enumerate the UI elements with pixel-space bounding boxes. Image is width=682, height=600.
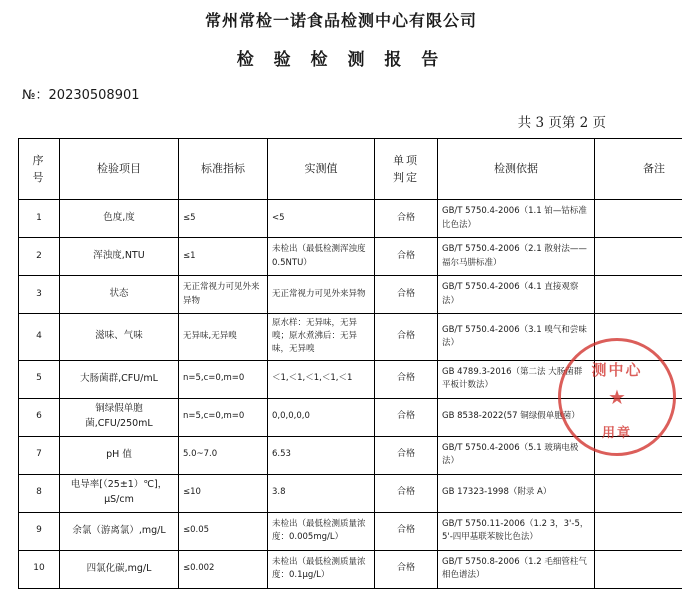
cell-verdict: 合格	[375, 200, 438, 238]
cell-index: 3	[19, 276, 60, 314]
cell-remark	[595, 200, 682, 238]
cell-measured: 未检出（最低检测质量浓度：0.1μg/L）	[268, 550, 375, 588]
cell-measured: 6.53	[268, 436, 375, 474]
cell-measured: ＜1,＜1,＜1,＜1,＜1	[268, 360, 375, 398]
cell-verdict: 合格	[375, 238, 438, 276]
cell-standard: ≤0.002	[179, 550, 268, 588]
cell-remark	[595, 398, 682, 436]
column-header-item: 检验项目	[60, 139, 179, 200]
cell-item: 铜绿假单胞菌,CFU/250mL	[60, 398, 179, 436]
column-header-remark: 备注	[595, 139, 682, 200]
table-row	[19, 360, 682, 398]
cell-basis: GB/T 5750.4-2006（1.1 铂—钴标准比色法）	[438, 200, 595, 238]
cell-basis: GB/T 5750.8-2006（1.2 毛细管柱气相色谱法）	[438, 550, 595, 588]
seal-text-line2: 用章	[601, 426, 632, 441]
cell-measured: 原水样：无异味，无异嗅；原水煮沸后：无异味，无异嗅	[268, 314, 375, 361]
cell-basis: GB/T 5750.4-2006（3.1 嗅气和尝味法）	[438, 314, 595, 361]
cell-item: 大肠菌群,CFU/mL	[60, 360, 179, 398]
column-header-standard: 标准指标	[179, 139, 268, 200]
cell-item: 状态	[60, 276, 179, 314]
cell-verdict: 合格	[375, 276, 438, 314]
cell-standard: n=5,c=0,m=0	[179, 360, 268, 398]
inspection-results-table	[18, 138, 682, 589]
cell-remark	[595, 474, 682, 512]
cell-remark	[595, 512, 682, 550]
cell-measured: <5	[268, 200, 375, 238]
cell-item: 色度,度	[60, 200, 179, 238]
seal-star-icon: ★	[608, 387, 626, 409]
table-row	[19, 436, 682, 474]
cell-verdict: 合格	[375, 360, 438, 398]
cell-standard: n=5,c=0,m=0	[179, 398, 268, 436]
cell-item: 电导率[（25±1）℃]，μS/cm	[60, 474, 179, 512]
table-row	[19, 398, 682, 436]
column-header-index	[19, 139, 60, 200]
cell-remark	[595, 276, 682, 314]
column-header-index-line2: 号	[32, 171, 46, 184]
company-name: 常州常检一诺食品检测中心有限公司	[204, 11, 477, 30]
cell-item: 滋味、气味	[60, 314, 179, 361]
cell-index: 1	[19, 200, 60, 238]
table-row	[19, 512, 682, 550]
cell-measured: 未检出（最低检测质量浓度：0.005mg/L）	[268, 512, 375, 550]
cell-index: 2	[19, 238, 60, 276]
cell-remark	[595, 436, 682, 474]
cell-index: 8	[19, 474, 60, 512]
table-row	[19, 314, 682, 361]
table-header-row	[19, 139, 682, 200]
cell-measured: 无正常视力可见外来异物	[268, 276, 375, 314]
table-row	[19, 238, 682, 276]
cell-standard: 无异味,无异嗅	[179, 314, 268, 361]
table-row	[19, 550, 682, 588]
cell-verdict: 合格	[375, 314, 438, 361]
cell-item: 浑浊度,NTU	[60, 238, 179, 276]
cell-standard: ≤1	[179, 238, 268, 276]
table-row	[19, 474, 682, 512]
column-header-verdict-line1: 单项	[393, 153, 419, 167]
cell-verdict: 合格	[375, 398, 438, 436]
cell-verdict: 合格	[375, 512, 438, 550]
seal-text-line1: 测中心	[591, 361, 643, 379]
cell-remark	[595, 314, 682, 361]
table-row	[19, 276, 682, 314]
column-header-verdict	[375, 139, 438, 200]
cell-index: 9	[19, 512, 60, 550]
cell-basis: GB/T 5750.4-2006（4.1 直接观察法）	[438, 276, 595, 314]
column-header-index-line1: 序	[32, 153, 46, 167]
cell-measured: 未检出（最低检测浑浊度 0.5NTU）	[268, 238, 375, 276]
cell-index: 5	[19, 360, 60, 398]
cell-index: 6	[19, 398, 60, 436]
cell-basis: GB/T 5750.4-2006（2.1 散射法——福尔马肼标准）	[438, 238, 595, 276]
cell-measured: 3.8	[268, 474, 375, 512]
cell-standard: 5.0~7.0	[179, 436, 268, 474]
cell-standard: ≤10	[179, 474, 268, 512]
page-title: 检 验 检 测 报 告	[236, 50, 446, 70]
cell-index: 10	[19, 550, 60, 588]
cell-item: pH 值	[60, 436, 179, 474]
cell-basis: GB 8538-2022(57 铜绿假单胞菌）	[438, 398, 595, 436]
table-row	[19, 200, 682, 238]
column-header-verdict-line2: 判定	[393, 171, 419, 184]
cell-index: 7	[19, 436, 60, 474]
cell-verdict: 合格	[375, 436, 438, 474]
column-header-measured: 实测值	[268, 139, 375, 200]
cell-basis: GB/T 5750.4-2006（5.1 玻璃电极法）	[438, 436, 595, 474]
cell-index: 4	[19, 314, 60, 361]
cell-remark	[595, 550, 682, 588]
cell-standard: ≤5	[179, 200, 268, 238]
cell-basis: GB 17323-1998（附录 A）	[438, 474, 595, 512]
column-header-basis: 检测依据	[438, 139, 595, 200]
document-number: №：20230508901	[22, 88, 140, 103]
cell-item: 余氯（游离氯）,mg/L	[60, 512, 179, 550]
cell-verdict: 合格	[375, 474, 438, 512]
cell-item: 四氯化碳,mg/L	[60, 550, 179, 588]
cell-standard: 无正常视力可见外来异物	[179, 276, 268, 314]
cell-remark	[595, 360, 682, 398]
page-count: 共 3 页第 2 页	[517, 115, 606, 131]
cell-standard: ≤0.05	[179, 512, 268, 550]
cell-verdict: 合格	[375, 550, 438, 588]
cell-measured: 0,0,0,0,0	[268, 398, 375, 436]
cell-remark	[595, 238, 682, 276]
cell-basis: GB/T 5750.11-2006（1.2 3，3'-5，5'-四甲基联苯胺比色法）	[438, 512, 595, 550]
cell-basis: GB 4789.3-2016（第二法 大肠菌群平板计数法）	[438, 360, 595, 398]
